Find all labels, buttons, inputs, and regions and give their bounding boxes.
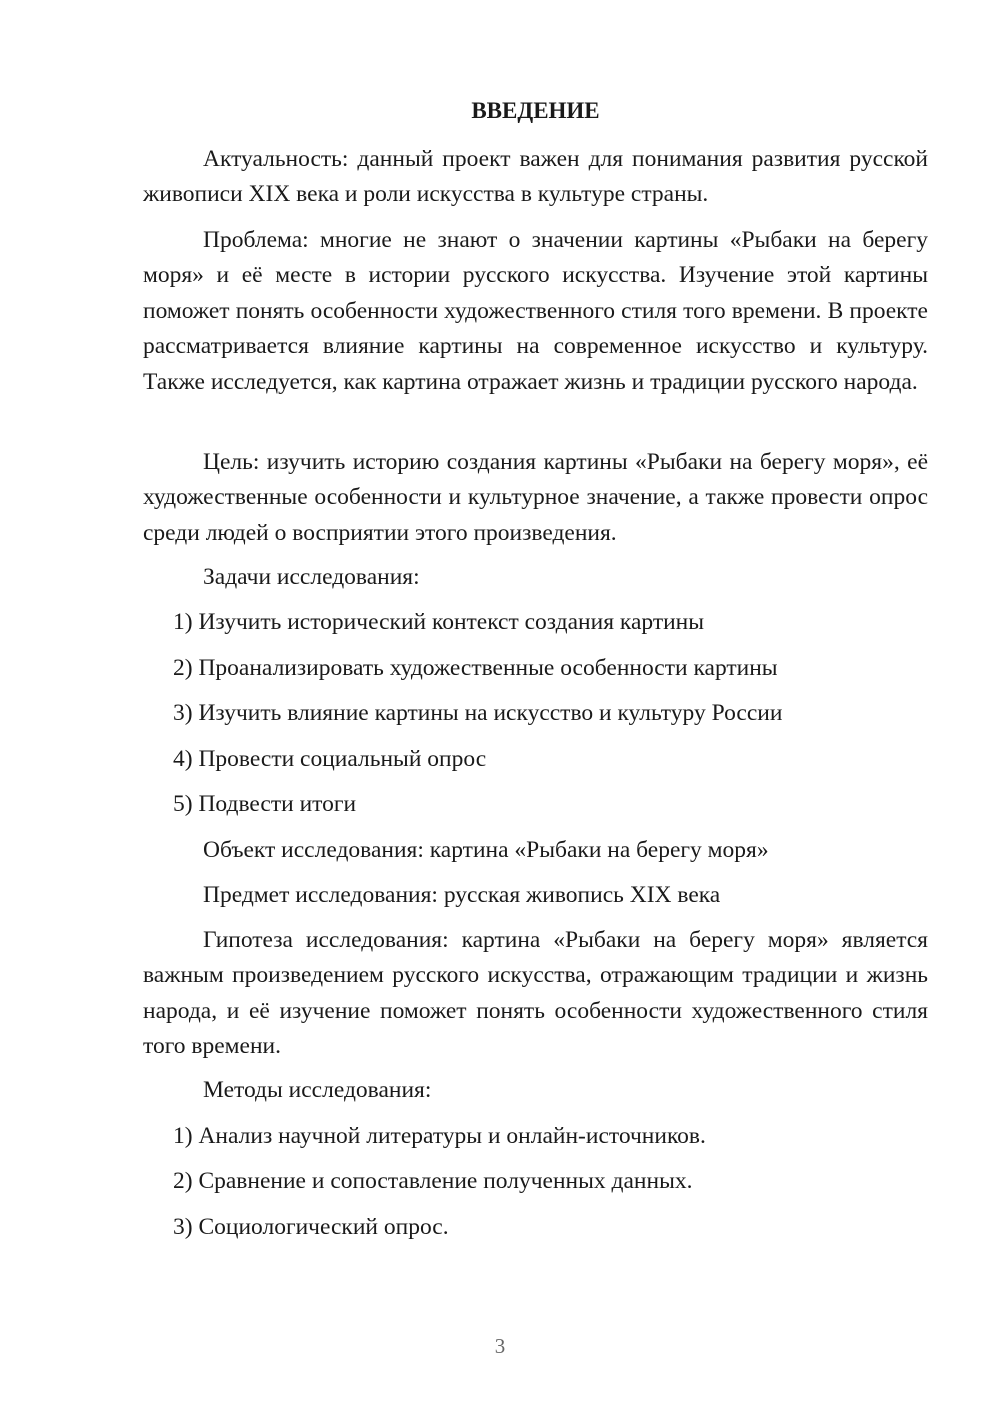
- methods-heading: Методы исследования:: [203, 1077, 432, 1103]
- hypothesis-paragraph: Гипотеза исследования: картина «Рыбаки на берегу моря» является важным произведением русского искусства, отражающим традиции и жизнь народа, и её изучение поможет понять особенности художественного стиля того времени.: [143, 927, 928, 1060]
- tasks-heading: Задачи исследования:: [203, 564, 420, 590]
- page-number: 3: [494, 1334, 506, 1358]
- relevance-paragraph: Актуальность: данный проект важен для понимания развития русской живописи XIX века и роли искусства в культуре страны.: [143, 146, 928, 208]
- method-item-1: 1) Анализ научной литературы и онлайн-источников.: [173, 1123, 706, 1149]
- task-item-5: 5) Подвести итоги: [173, 791, 357, 817]
- research-object: Объект исследования: картина «Рыбаки на берегу моря»: [203, 837, 769, 863]
- method-item-2: 2) Сравнение и сопоставление полученных данных.: [173, 1168, 693, 1194]
- goal-paragraph: Цель: изучить историю создания картины «Рыбаки на берегу моря», её художественные особенности и культурное значение, а также провести опрос среди людей о восприятии этого произведения.: [143, 449, 928, 546]
- task-item-4: 4) Провести социальный опрос: [173, 746, 487, 772]
- research-subject: Предмет исследования: русская живопись XIX века: [203, 882, 721, 908]
- method-item-3: 3) Социологический опрос.: [173, 1214, 449, 1240]
- task-item-2: 2) Проанализировать художественные особенности картины: [173, 655, 778, 681]
- problem-paragraph: Проблема: многие не знают о значении картины «Рыбаки на берегу моря» и её месте в истории русского искусства. Изучение этой картины поможет понять особенности художественного стиля того времени. В проекте рассматривается влияние картины на современное искусство и культуру. Также исследуется, как картина отражает жизнь и традиции русского народа.: [143, 227, 928, 395]
- task-item-1: 1) Изучить исторический контекст создания картины: [173, 609, 705, 635]
- section-title: ВВЕДЕНИЕ: [471, 98, 600, 123]
- task-item-3: 3) Изучить влияние картины на искусство и культуру России: [173, 700, 783, 726]
